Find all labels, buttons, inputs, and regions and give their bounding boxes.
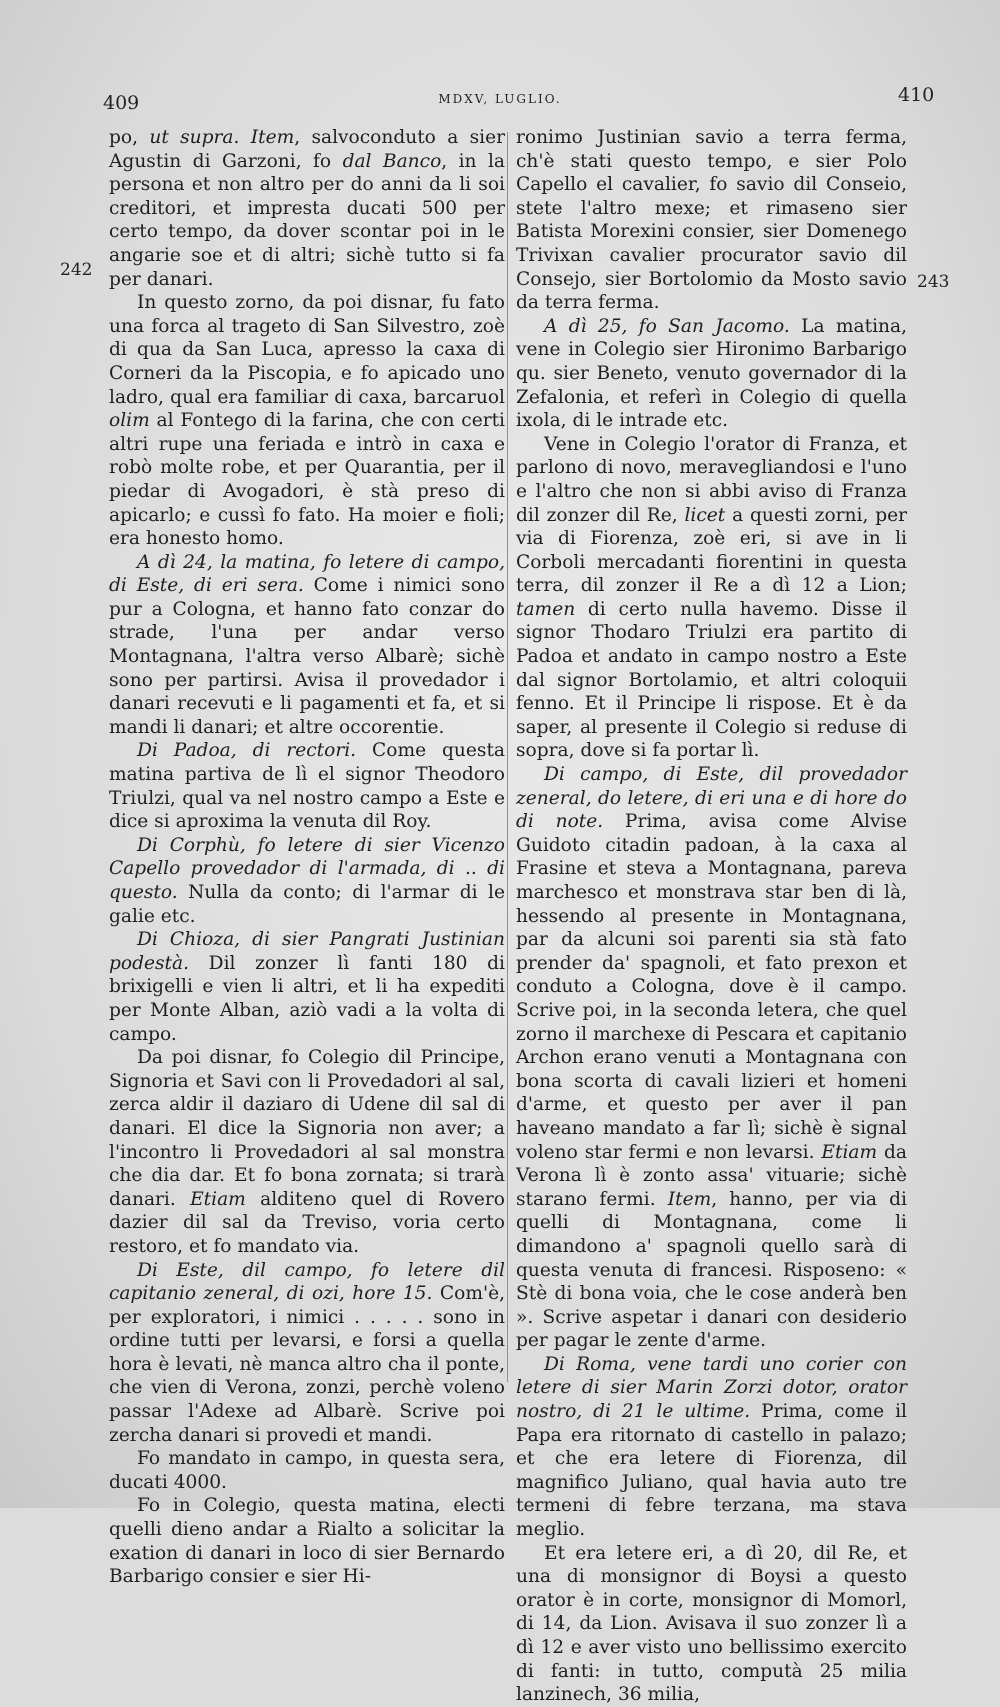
italic-run: Di campo, di Este, dil provedador zeneral, do letere, di eri una e di hore do di note. — [516, 764, 907, 833]
text-run: Nulla da conto; di l'armar di le galie etc. — [109, 882, 505, 927]
italic-run: Di Este, dil campo, fo letere dil capitanio zeneral, di ozi, hore 15. — [109, 1259, 505, 1305]
italic-run: Di Roma, vene tardi uno corier con letere di sier Marin Zorzi dotor, orator nostro, di 21 le ultime. — [516, 1353, 907, 1423]
italic-run: Di Corphù, fo letere di sier Vicenzo Capello provedador di l'armada, di .. di questo. — [109, 834, 505, 903]
italic-run: ut supra — [149, 127, 234, 148]
paragraph — [109, 1447, 505, 1494]
italic-run: tamen — [516, 598, 576, 620]
text-run: Come questa matina partiva de lì el signor Theodoro Triulzi, qual va nel nostro campo a Este e dice si aproxima la venuta dil Roy. — [109, 740, 506, 833]
paragraph — [109, 834, 505, 928]
text-run: alditeno quel di Rovero dazier dil sal da Treviso, voria certo restoro, et fo mandato via. — [109, 1188, 505, 1257]
text-run: , salvoconduto a sier Agustin di Garzoni, fo — [109, 127, 505, 172]
paragraph — [109, 1494, 505, 1588]
paragraph — [109, 1046, 505, 1258]
paragraph — [516, 763, 907, 1353]
text-run: di certo nulla havemo. Disse il signor Thodaro Triulzi era partito di Padoa et andato in campo nostro a Este dal signor Bortolamio, et altri coloquii fenno. Et il Principe li rispose. Et è da saper, al presente il Colegio si reduse di sopra, dove si fa portar lì. — [516, 598, 907, 762]
margin-note-left: 242 — [60, 260, 93, 280]
italic-run: dal Banco — [342, 150, 442, 172]
text-run: Da poi disnar, fo Colegio dil Principe, Signoria et Savi con li Provedadori al sal, zerca aldir il daziaro di Udene dil sal di danari. El dice la Signoria non aver; a l'incontro li Provedadori al sal monstra che dia dar. Et fo bona zornata; si trarà danari. — [109, 1047, 505, 1210]
text-run: Com'è, per exploratori, i nimici . . . . . sono in ordine tutti per levarsi, e forsi a quella hora è levati, nè manca altro cha il ponte, che vien di Verona, zonzi, perchè voleno passar l'Adexe ad Albarè. Scrive poi zercha danari si provedi et mandi. — [109, 1283, 505, 1446]
italic-run: Item — [250, 127, 295, 148]
paragraph — [109, 928, 505, 1046]
italic-run: Item — [667, 1188, 712, 1210]
page-number-left: 409 — [103, 92, 140, 114]
paragraph — [109, 291, 505, 551]
italic-run: olim — [109, 410, 150, 432]
text-run: Come i nimici sono pur a Cologna, et hanno fato conzar do strade, l'una per andar verso Montagnana, l'altra verso Albarè; sichè sono per partirsi. Avisa il provedador i danari recevuti e li pagamenti et fa, et si mandi li danari; et altre occorentie. — [109, 575, 505, 738]
paragraph — [516, 315, 907, 433]
italic-run: Di Padoa, di rectori. — [137, 740, 357, 762]
paragraph — [516, 433, 907, 763]
paragraph — [516, 1542, 907, 1707]
italic-run: Etiam — [190, 1188, 246, 1210]
text-run: , in la persona et non altro per do anni da li soi creditori, et impresta ducati 500 per certo tempo, da dover scontar poi in le angarie soe et di altri; sichè tutto si fa per danari. — [109, 150, 505, 290]
text-run: a questi zorni, per via di Fiorenza, zoè eri, si ave in li Corboli mercadanti fiorentini in questa terra, dil zonzer il Re a dì 12 a Lion; — [516, 504, 907, 597]
paragraph — [109, 126, 505, 291]
paragraph — [109, 1259, 505, 1448]
text-run: ronimo Justinian savio a terra ferma, ch'è stati questo tempo, e sier Polo Capello el cavalier, fo savio dil Conseio, stete l'altro mexe; et rimaseno sier Batista Morexini consier, sier Domenego Trivixan cavalier procurator savio dil Consejo, sier Bortolomio da Mosto savio da terra ferma. — [516, 127, 907, 314]
text-run: Fo mandato in campo, in questa sera, ducati 4000. — [109, 1448, 505, 1493]
paragraph — [516, 1353, 907, 1542]
text-run: In questo zorno, da poi disnar, fu fato una forca al trageto di San Silvestro, zoè di qua da San Luca, apresso la caxa di Corneri da la Piscopia, e fo apicado uno ladro, qual era familiar di caxa, barcaruol — [109, 292, 505, 408]
text-run: al Fontego di la farina, che con certi altri rupe una feriada e intrò in caxa e robò molte robe, et per Quarantia, per il piedar di Avogadori, è stà preso di apicarlo; e cussì fo fato. Ha moier e fioli; era honesto homo. — [109, 410, 505, 550]
paragraph — [109, 739, 505, 833]
text-run: . — [233, 127, 251, 148]
page-number-right: 410 — [898, 84, 935, 106]
italic-run: Etiam — [821, 1141, 878, 1163]
text-run: Fo in Colegio, questa matina, electi quelli dieno andar a Rialto a solicitar la exation di danari in loco di sier Bernardo Barbarigo consier e sier Hi- — [109, 1495, 505, 1588]
italic-run: Di Chioza, di sier Pangrati Justinian podestà. — [109, 929, 505, 974]
italic-run: licet — [684, 504, 726, 526]
margin-note-right: 243 — [917, 272, 950, 292]
paragraph — [109, 551, 505, 740]
right-column — [516, 126, 907, 1707]
text-run: po, — [109, 127, 150, 148]
text-run: Dil zonzer lì fanti 180 di brixigelli e vien li altri, et li ha expediti per Monte Alban, aziò vadi a la volta di campo. — [109, 952, 505, 1045]
column-divider — [507, 132, 508, 1382]
text-run: , hanno, per via di quelli di Montagnana, come li dimandono a' spagnoli quello sarà di questa venuta di francesi. Risposeno: « Stè di bona voia, che le cose anderà ben ». Scrive aspetar i danari con desiderio per pagar le zente d'arme. — [516, 1188, 907, 1352]
left-column — [109, 126, 505, 1589]
text-run: Prima, come il Papa era ritornato di castello in palazo; et che era letere di Fiorenza, dil magnifico Juliano, qual havia auto tre termeni di febre terzana, ma stava meglio. — [516, 1401, 907, 1541]
italic-run: A dì 25, fo San Jacomo. — [544, 315, 790, 337]
text-run: da Verona lì è zonto assa' vituarie; sichè starano fermi. — [516, 1141, 907, 1210]
paragraph — [516, 126, 907, 315]
text-run: Prima, avisa come Alvise Guidoto citadin padoan, à la caxa al Frasine et steva a Montagnana, pareva marchesco et monstrava star ben di là, hessendo al presente in Montagnana, par da alcuni soi parenti sia stà fato prender da' spagnoli, et fato prexon et conduto a Cologna, dove è il campo. Scrive poi, in la seconda letera, che quel zorno il marchexe di Pescara et capitanio Archon erano venuti a Montagnana con bona scorta di cavali lizieri et homeni d'arme, et questo per aver il pan haveano mandato a far lì; sichè è signal voleno star fermi e non levarsi. — [516, 811, 907, 1163]
italic-run: A dì 24, la matina, fo letere di campo, di Este, di eri sera. — [109, 551, 505, 597]
text-run: Vene in Colegio l'orator di Franza, et parlono di novo, meravegliandosi e l'uno e l'altro che non si abbi aviso di Franza dil zonzer dil Re, — [516, 433, 907, 526]
running-title: MDXV, LUGLIO. — [438, 92, 562, 106]
text-run: La matina, vene in Colegio sier Hironimo Barbarigo qu. sier Beneto, venuto governador di la Zefalonia, et referì in Colegio di quella ixola, di le intrade etc. — [516, 315, 907, 432]
text-run: Et era letere eri, a dì 20, dil Re, et una di monsignor di Boysi a questo orator è in corte, monsignor di Momorl, di 14, da Lion. Avisava il suo zonzer lì a dì 12 e aver visto uno bellissimo exercito di fanti: in tutto, computà 25 milia lanzinech, 36 milia, — [516, 1542, 907, 1706]
